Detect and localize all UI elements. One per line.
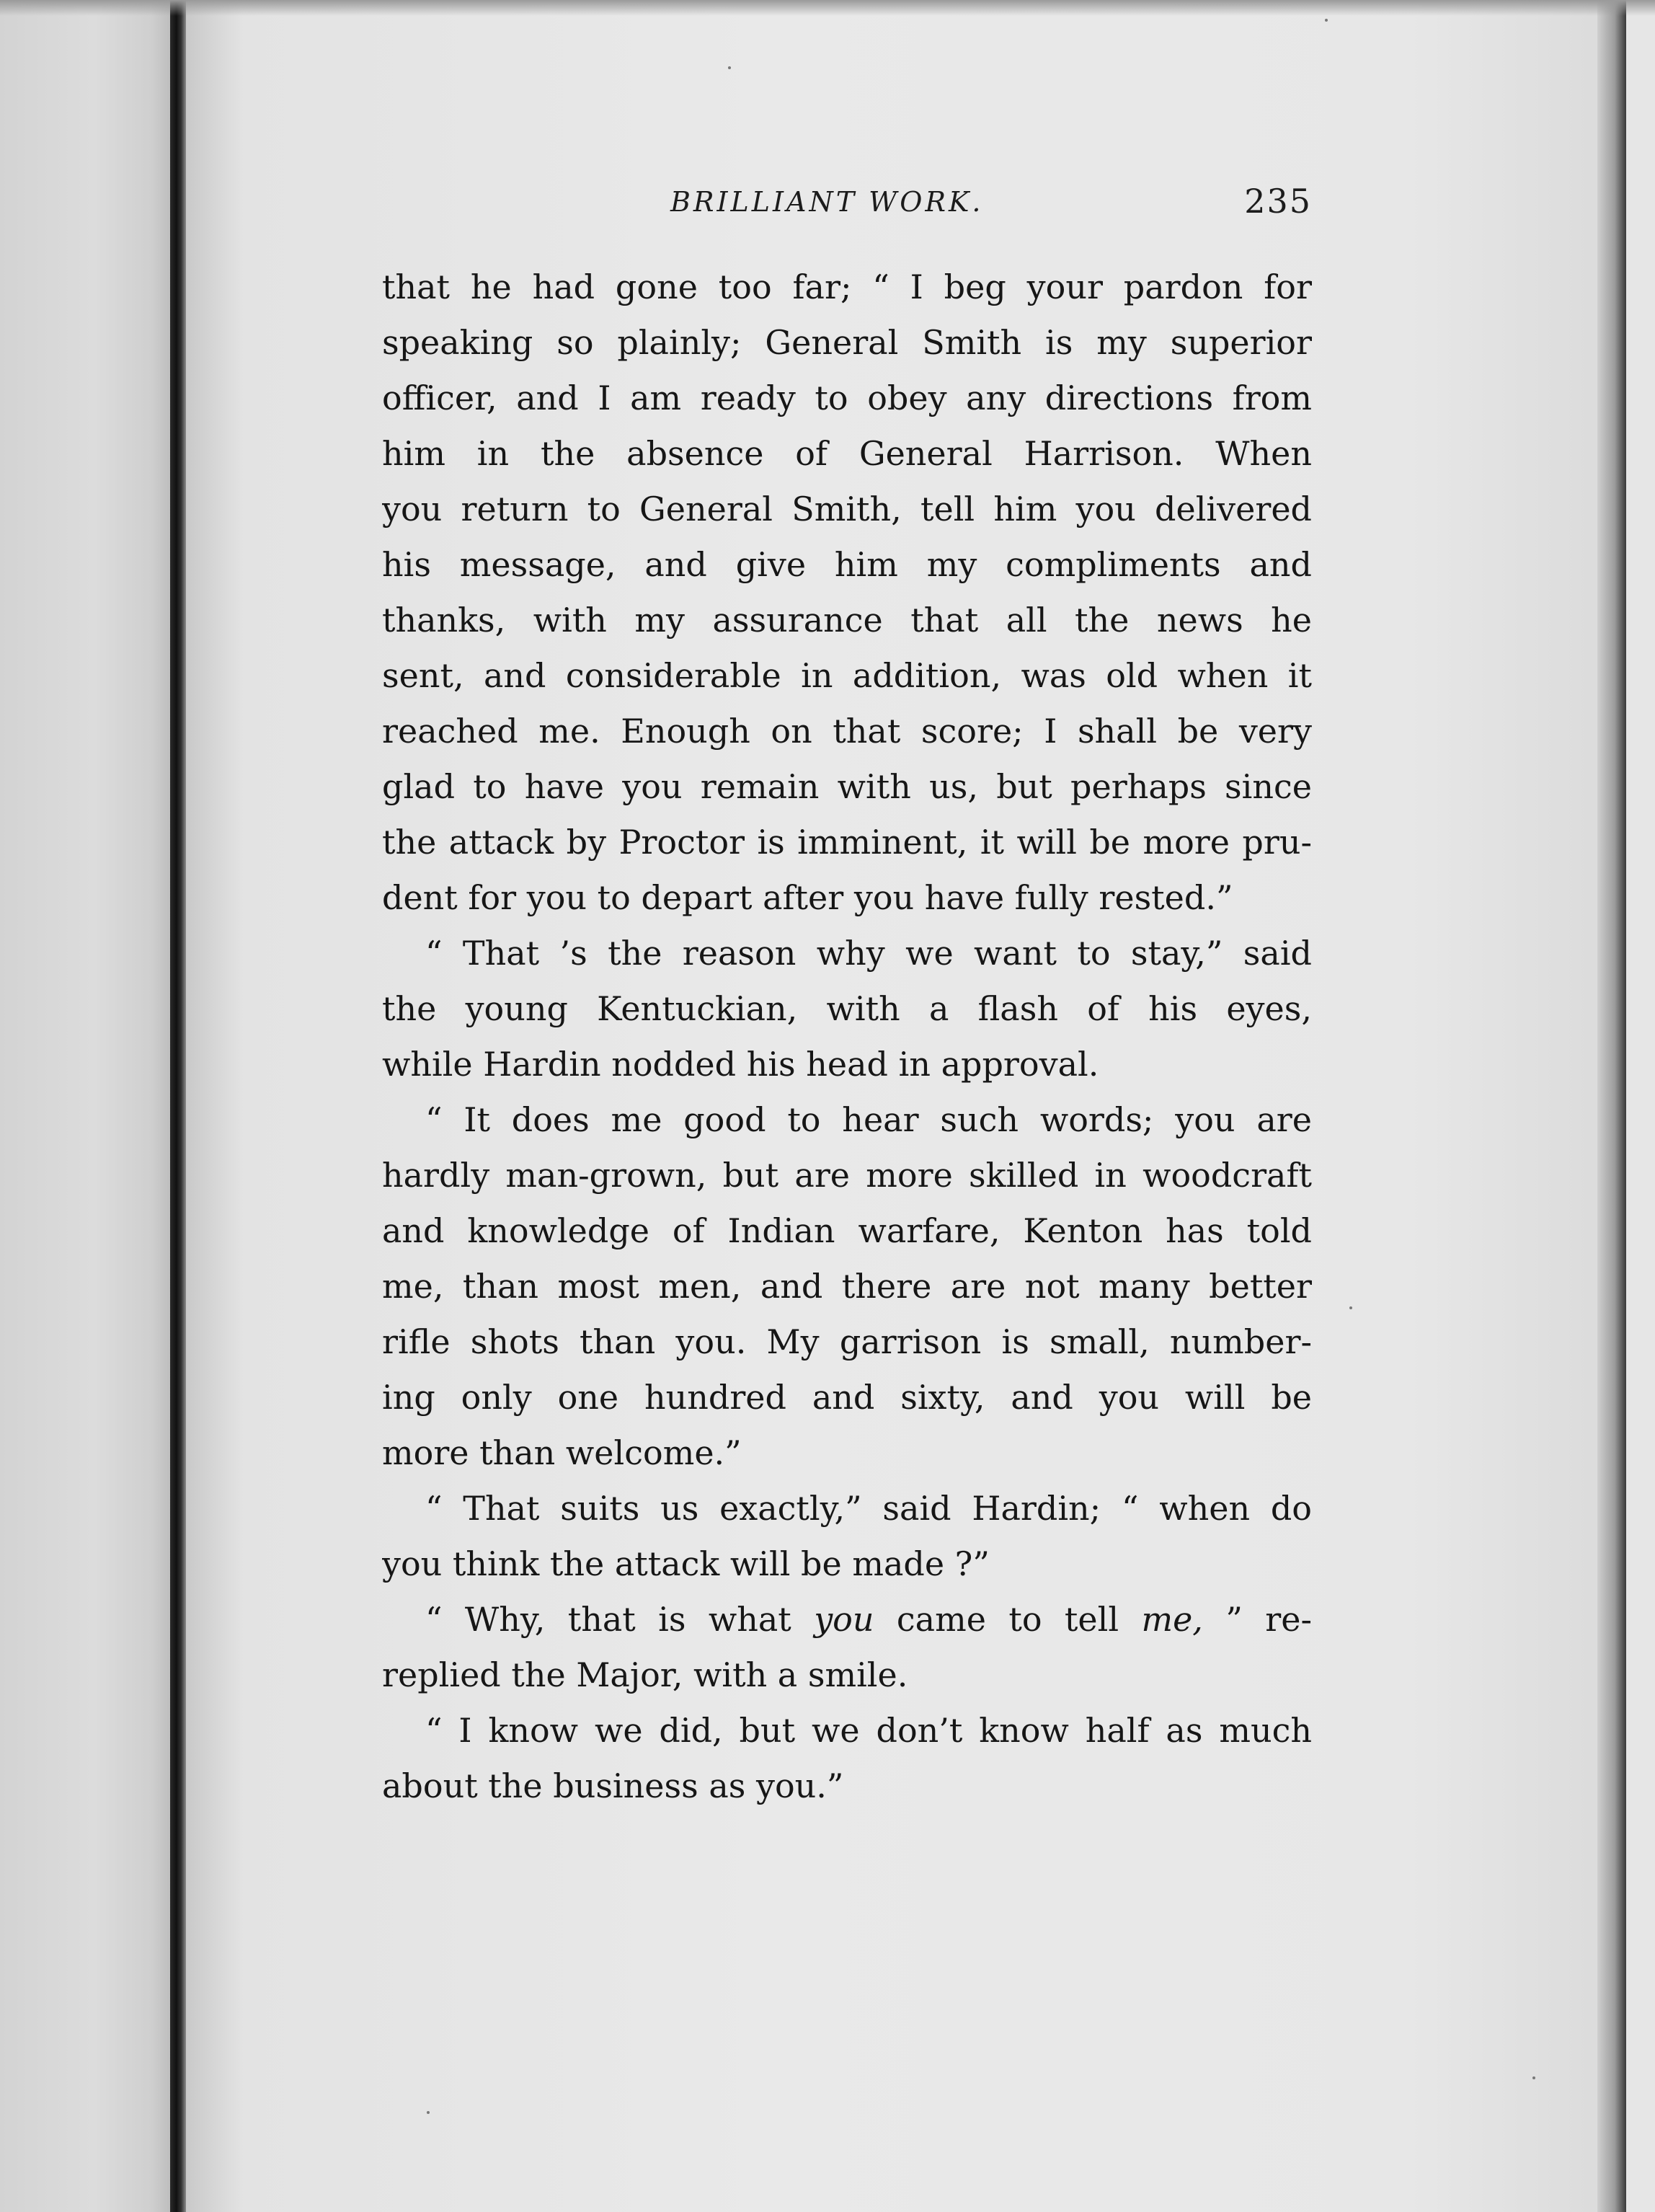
scan-speck [1325,19,1328,22]
text-line: and knowledge of Indian warfare, Kenton has told [382,1211,1312,1250]
emphasis-prefix: “ Why, that is what [425,1600,791,1639]
text-line: reached me. Enough on that score; I shall be very [382,712,1312,751]
text-line: him in the absence of General Harrison. When [382,434,1312,473]
text-line: more than welcome.” [382,1433,742,1472]
emphasis-middle: came to tell [896,1600,1119,1639]
top-edge-shadow [0,0,1655,16]
text-line: “ It does me good to hear such words; you are [425,1100,1312,1139]
text-line: “ I know we did, but we don’t know half as much [425,1711,1312,1750]
text-line: his message, and give him my compliments and [382,545,1312,584]
text-line: “ That suits us exactly,” said Hardin; “ when do [425,1489,1312,1528]
scan-speck [728,66,731,69]
scan-speck [427,2111,430,2114]
text-line: replied the Major, with a smile. [382,1655,908,1694]
text-line: dent for you to depart after you have fully rested.” [382,878,1233,917]
text-line: “ That ’s the reason why we want to stay,” said [425,934,1312,973]
body-text [382,260,1312,1814]
text-line-with-emphasis [382,1592,1312,1647]
text-line: while Hardin nodded his head in approval. [382,1045,1099,1084]
text-line: thanks, with my assurance that all the news he [382,601,1312,640]
running-head [382,182,1312,232]
emphasis-word-me: me, [1141,1600,1203,1639]
emphasis-word-you: you [814,1600,874,1639]
text-line: me, than most men, and there are not many better [382,1267,1312,1306]
text-line: about the business as you.” [382,1766,844,1805]
running-title: BRILLIANT WORK. [670,186,984,218]
text-line: ing only one hundred and sixty, and you will be [382,1378,1312,1417]
text-line: rifle shots than you. My garrison is small, number- [382,1322,1312,1361]
text-line: you return to General Smith, tell him you delivered [382,490,1312,528]
text-line: speaking so plainly; General Smith is my superior [382,323,1312,362]
scan-speck [1532,2076,1535,2079]
text-line: you think the attack will be made ?” [382,1544,990,1583]
text-line: officer, and I am ready to obey any directions from [382,379,1312,417]
text-line: sent, and considerable in addition, was old when it [382,656,1312,695]
left-page-edge [0,0,172,2212]
text-line: the young Kentuckian, with a flash of his eyes, [382,989,1312,1028]
text-line: the attack by Proctor is imminent, it will be more pru- [382,823,1312,862]
text-line: glad to have you remain with us, but perhaps since [382,767,1312,806]
page-number: 235 [1244,182,1312,221]
text-line: hardly man-grown, but are more skilled in woodcraft [382,1156,1312,1195]
scan-speck [1349,1306,1352,1309]
emphasis-suffix: ” re- [1225,1600,1312,1639]
page-edge-shadow [1597,0,1626,2212]
text-line: that he had gone too far; “ I beg your pardon for [382,267,1312,306]
book-gutter [170,0,186,2212]
